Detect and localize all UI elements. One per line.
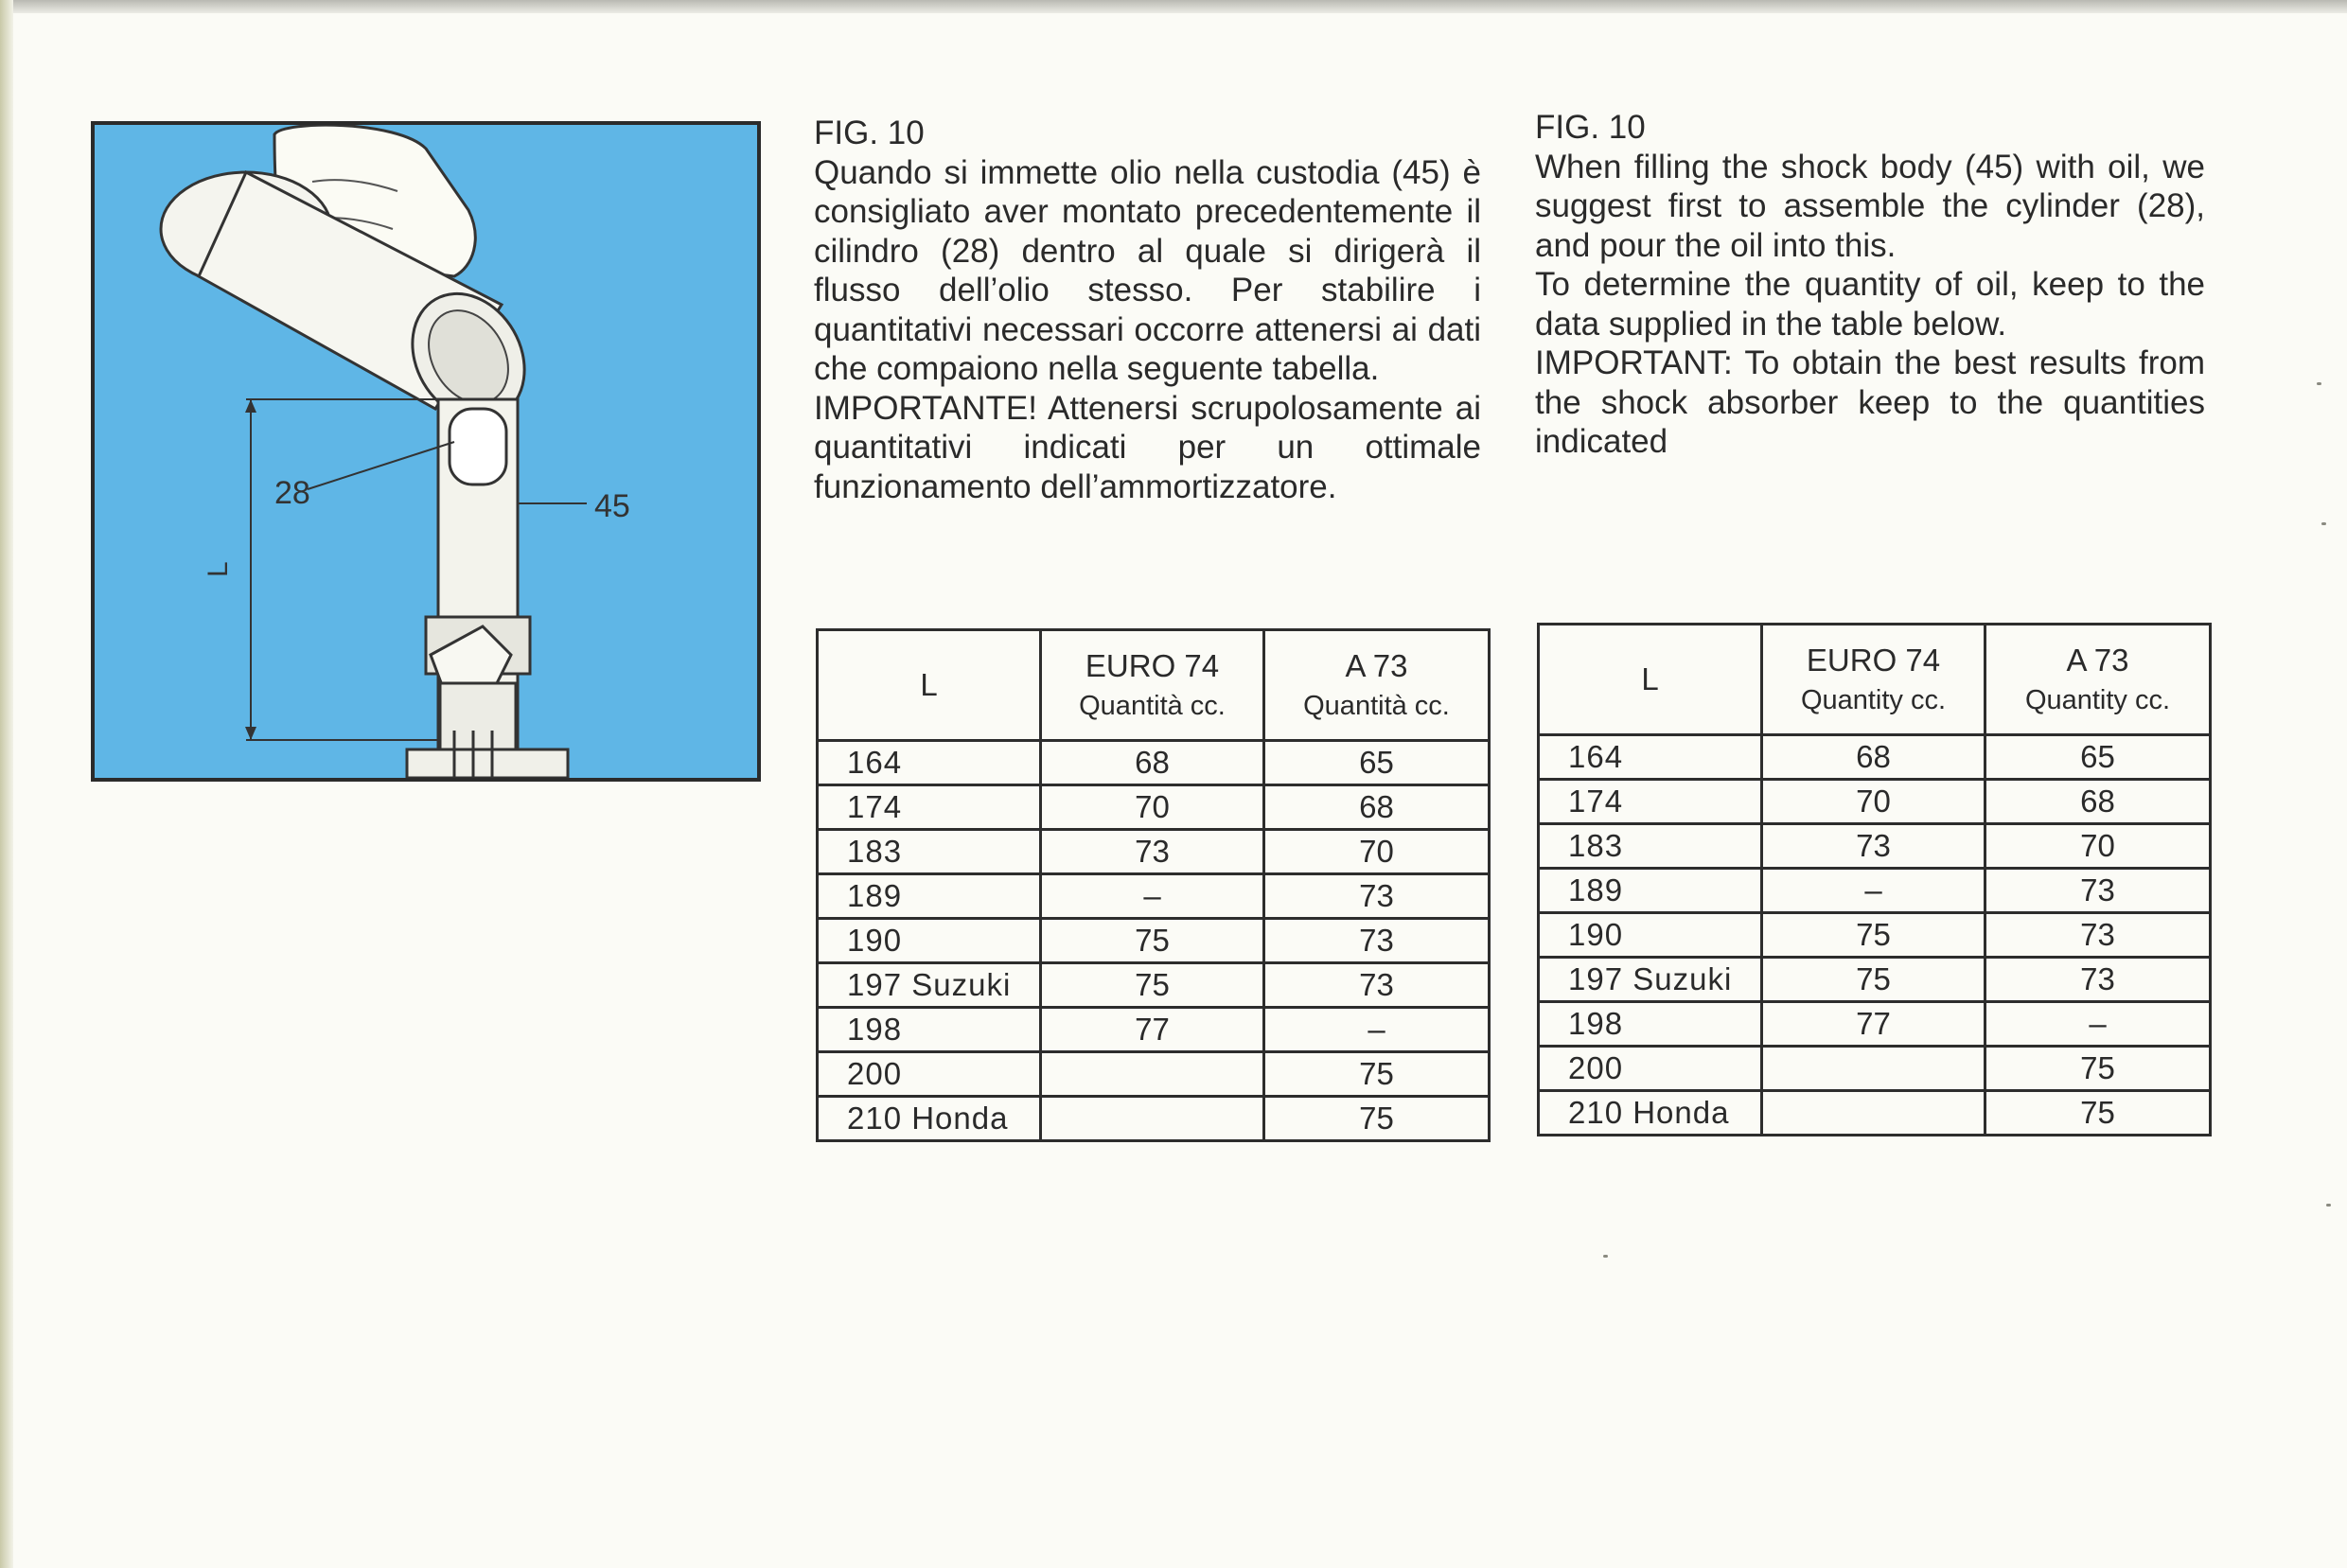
table-cell: 75 [1264,1097,1490,1141]
table-cell: 73 [1762,824,1985,869]
table-cell: 197 Suzuki [1539,958,1762,1002]
table-row [818,1097,1490,1141]
table-cell [1041,1097,1264,1141]
table-cell: 210 Honda [818,1097,1041,1141]
shock-body-illustration [407,399,568,778]
table-cell: 73 [1264,963,1490,1008]
table-cell: 68 [1762,735,1985,780]
table-cell: 73 [1264,919,1490,963]
table-cell: 68 [1264,785,1490,830]
oil-filling-drawing [95,125,757,778]
table-cell: 73 [1985,869,2211,913]
scan-speck [1603,1255,1608,1258]
english-figure-label: FIG. 10 [1535,109,1646,146]
header-cell-euro74: EURO 74 Quantity cc. [1762,625,1985,735]
table-cell: 70 [1762,780,1985,824]
table-cell: 200 [1539,1047,1762,1091]
table-cell: 200 [818,1052,1041,1097]
table-row [1539,1091,2211,1136]
table-cell: 75 [1762,958,1985,1002]
table-cell: 75 [1264,1052,1490,1097]
header-cell-a73: A 73 Quantity cc. [1985,625,2211,735]
italian-quantity-table [816,628,1491,1142]
table-cell: 68 [1985,780,2211,824]
english-paragraph: To determine the quantity of oil, keep to the data supplied in the table below. [1535,266,2205,343]
header-cell-euro74: EURO 74 Quantità cc. [1041,630,1264,741]
table-cell: 183 [1539,824,1762,869]
header-cell-a73: A 73 Quantità cc. [1264,630,1490,741]
table-cell: 75 [1762,913,1985,958]
italian-text-column [814,114,1481,506]
table-cell: 75 [1985,1091,2211,1136]
leader-28 [308,442,454,489]
table-cell: 190 [1539,913,1762,958]
table-row [818,1052,1490,1097]
table-row [1539,1002,2211,1047]
table-cell [1762,1091,1985,1136]
table-row [818,830,1490,874]
table-cell: 73 [1985,913,2211,958]
table-cell: 75 [1041,963,1264,1008]
italian-important-note: IMPORTANTE! Attenersi scrupolosamente ai quantitativi indicati per un ottimale funzionamento dell’ammortizzatore. [814,389,1481,505]
table-cell: 70 [1985,824,2211,869]
callout-28: 28 [274,475,310,511]
header-cell-l: L [818,630,1041,741]
table-cell [1041,1052,1264,1097]
table-cell [1762,1047,1985,1091]
table-cell: – [1985,1002,2211,1047]
table-row [818,1008,1490,1052]
table-cell: 198 [1539,1002,1762,1047]
table-cell: 189 [818,874,1041,919]
table-cell: 174 [1539,780,1762,824]
table-row [818,963,1490,1008]
header-cell-l: L [1539,625,1762,735]
table-row [1539,780,2211,824]
table-row [1539,1047,2211,1091]
table-cell: – [1762,869,1985,913]
table-row [1539,869,2211,913]
table-cell: 75 [1985,1047,2211,1091]
table-cell: 174 [818,785,1041,830]
table-cell: 70 [1264,830,1490,874]
scan-edge-top [0,0,2347,13]
english-paragraph: When filling the shock body (45) with oil, we suggest first to assemble the cylinder (28), and pour the oil into this. [1535,148,2205,264]
table-row [818,919,1490,963]
scan-speck [2317,382,2321,385]
table-cell: 189 [1539,869,1762,913]
scan-speck [2326,1204,2331,1207]
table-cell: 70 [1041,785,1264,830]
italian-paragraph: Quando si immette olio nella custodia (45) è consigliato aver montato precedentemente il cilindro (28) dentro al quale si dirigerà il flusso dell’olio stesso. Per stabilire i quantitativi necessari occorre attenersi ai dati che compaiono nella seguente tabella. [814,153,1481,387]
table-row [1539,824,2211,869]
table-cell: 65 [1985,735,2211,780]
table-row [818,741,1490,785]
scan-edge-left [0,0,13,1568]
callout-l: L [203,561,234,577]
table-cell: 198 [818,1008,1041,1052]
callout-45: 45 [594,488,630,524]
table-cell: 77 [1041,1008,1264,1052]
table-cell: 210 Honda [1539,1091,1762,1136]
table-cell: 190 [818,919,1041,963]
table-header-row [818,630,1490,741]
table-cell: 68 [1041,741,1264,785]
english-quantity-table [1537,623,2212,1136]
table-cell: – [1264,1008,1490,1052]
dimension-l-lines [245,399,440,740]
table-row [818,785,1490,830]
english-text-column [1535,108,2205,462]
english-important-note: IMPORTANT: To obtain the best results from the shock absorber keep to the quantities indicated [1535,344,2205,460]
italian-figure-label: FIG. 10 [814,115,925,151]
table-cell: 164 [818,741,1041,785]
table-row [1539,958,2211,1002]
table-cell: 164 [1539,735,1762,780]
table-cell: 183 [818,830,1041,874]
figure-oil-filling-illustration [91,121,761,782]
scan-speck [2321,522,2326,525]
table-cell: – [1041,874,1264,919]
table-cell: 73 [1985,958,2211,1002]
table-cell: 75 [1041,919,1264,963]
table-cell: 65 [1264,741,1490,785]
table-row [1539,735,2211,780]
table-header-row [1539,625,2211,735]
table-cell: 73 [1041,830,1264,874]
table-cell: 77 [1762,1002,1985,1047]
table-cell: 197 Suzuki [818,963,1041,1008]
table-row [1539,913,2211,958]
table-row [818,874,1490,919]
table-cell: 73 [1264,874,1490,919]
